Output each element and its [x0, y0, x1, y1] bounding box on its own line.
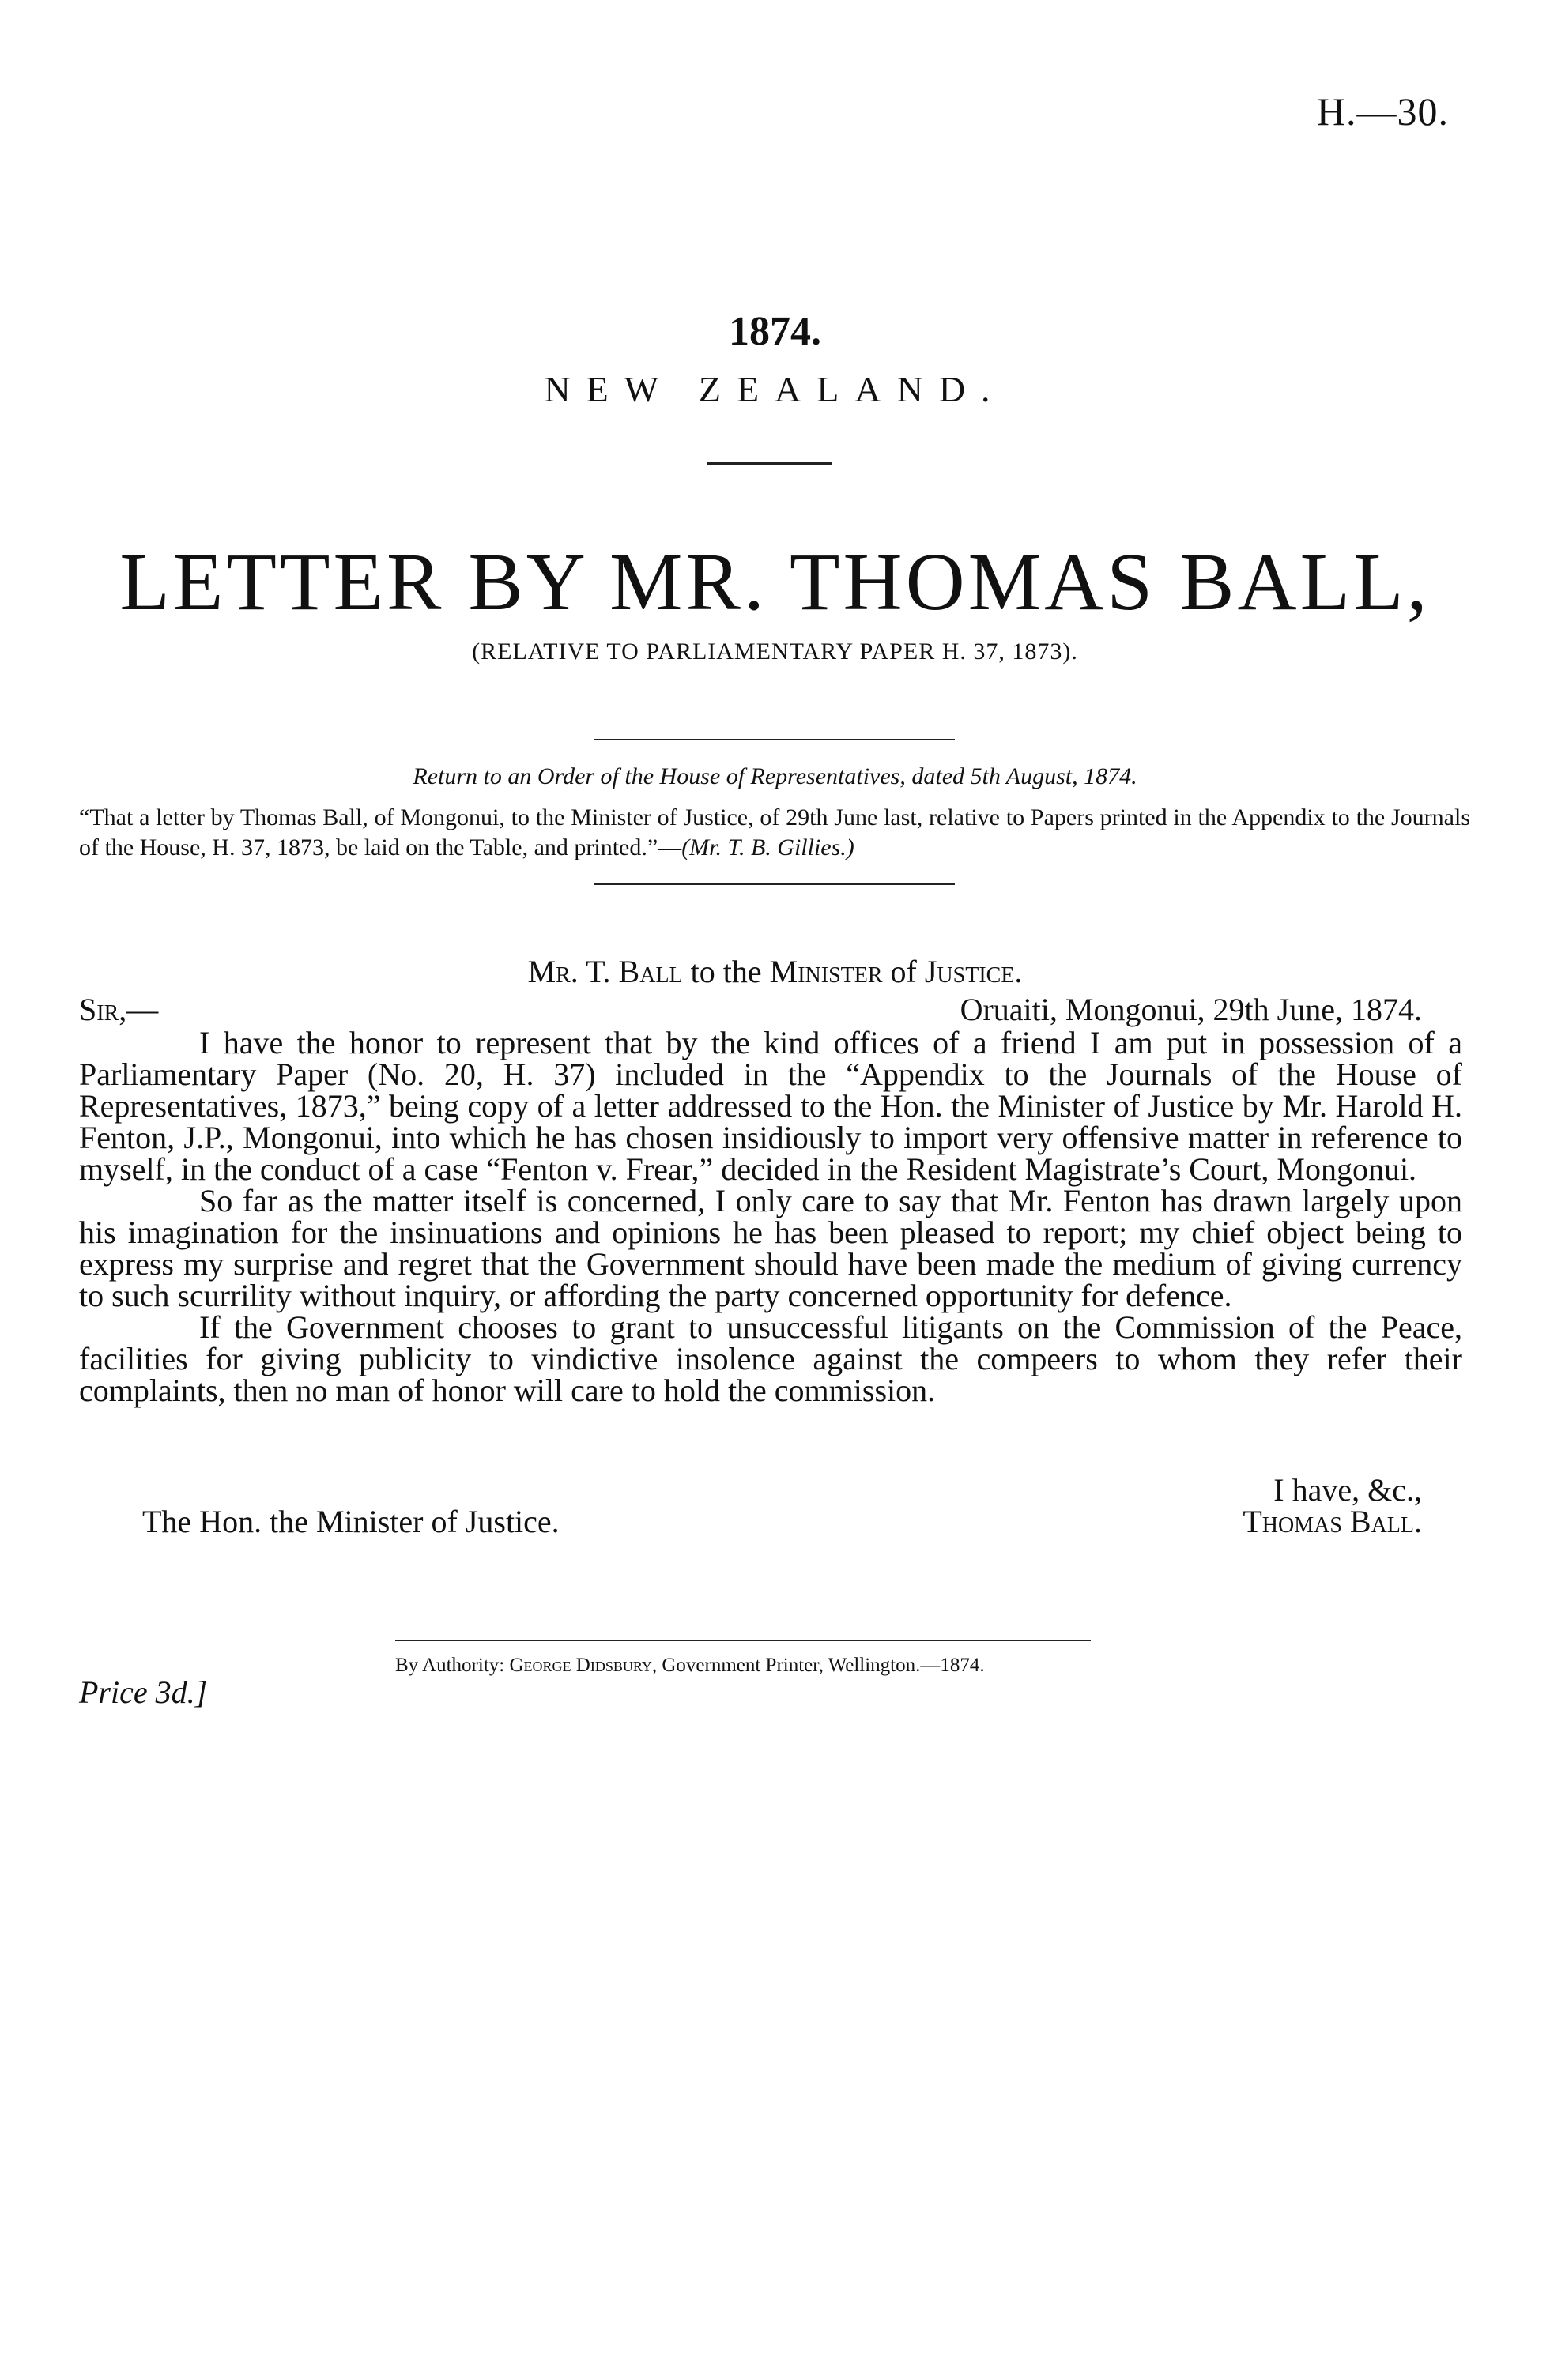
printer-prefix: By Authority:	[395, 1655, 505, 1676]
resolution-main: “That a letter by Thomas Ball, of Mongonui, to the Minister of Justice, of 29th June last, relative to Papers printed in the Appendix to the Journals of the House, H. 37, 1873, be laid on the Table, and printed.”—	[79, 804, 1470, 860]
letter-heading	[0, 953, 1550, 990]
document-subtitle: (RELATIVE TO PARLIAMENTARY PAPER H. 37, 1873).	[472, 638, 1078, 665]
letter-paragraph: If the Government chooses to grant to unsuccessful litigants on the Commission of the Peace, facilities for giving publicity to vindictive insolence against the compeers to whom they refer their complaints, then no man of honor will care to hold the commission.	[79, 1309, 1462, 1408]
price-note: Price 3d.]	[79, 1674, 208, 1710]
heading-of-word: of	[890, 954, 917, 989]
letter-addressee: The Hon. the Minister of Justice.	[142, 1504, 560, 1539]
order-divider-top	[594, 739, 955, 740]
letter-closing: I have, &c.,	[1273, 1472, 1422, 1508]
letter-signature: Thomas Ball.	[1243, 1504, 1422, 1539]
country-heading: NEW ZEALAND.	[544, 369, 1006, 409]
page-reference: H.—30.	[1316, 89, 1449, 134]
letter-body	[79, 1027, 1462, 1407]
heading-recipient: Minister	[769, 954, 883, 989]
heading-department: Justice.	[924, 954, 1023, 989]
document-year: 1874.	[729, 309, 821, 354]
letter-place-date: Oruaiti, Mongonui, 29th June, 1874.	[960, 992, 1422, 1027]
letter-paragraph: So far as the matter itself is concerned, I only care to say that Mr. Fenton has drawn largely upon his imagination for the insinuations and opinions he has been pleased to report; my chief object being to express my surprise and regret that the Government should have been made the medium of giving currency to such scurrility without inquiry, or affording the party concerned opportunity for defence.	[79, 1183, 1462, 1313]
printer-name: George Didsbury,	[509, 1655, 658, 1676]
heading-to-word: to the	[690, 954, 762, 989]
printer-suffix: Government Printer, Wellington.—1874.	[662, 1655, 985, 1676]
footer-divider	[395, 1640, 1091, 1641]
letter-salutation: Sir,—	[79, 992, 159, 1027]
heading-sender: Mr. T. Ball	[527, 954, 683, 989]
resolution-text	[79, 803, 1470, 863]
header-divider	[707, 462, 832, 465]
resolution-mover: (Mr. T. B. Gillies.)	[681, 834, 854, 860]
order-divider-bottom	[594, 883, 955, 885]
document-title: LETTER BY MR. THOMAS BALL,	[119, 537, 1431, 627]
letter-paragraph: I have the honor to represent that by the kind offices of a friend I am put in possession of a Parliamentary Paper (No. 20, H. 37) included in the “Appendix to the Journals of the House of Representatives, 1873,” being copy of a letter addressed to the Hon. the Minister of Justice by Mr. Harold H. Fenton, J.P., Mongonui, into which he has chosen insidiously to import very offensive matter in reference to myself, in the conduct of a case “Fenton v. Frear,” decided in the Resident Magistrate’s Court, Mongonui.	[79, 1025, 1462, 1187]
printer-imprint	[395, 1655, 985, 1677]
return-order-line: Return to an Order of the House of Representatives, dated 5th August, 1874.	[413, 763, 1137, 789]
